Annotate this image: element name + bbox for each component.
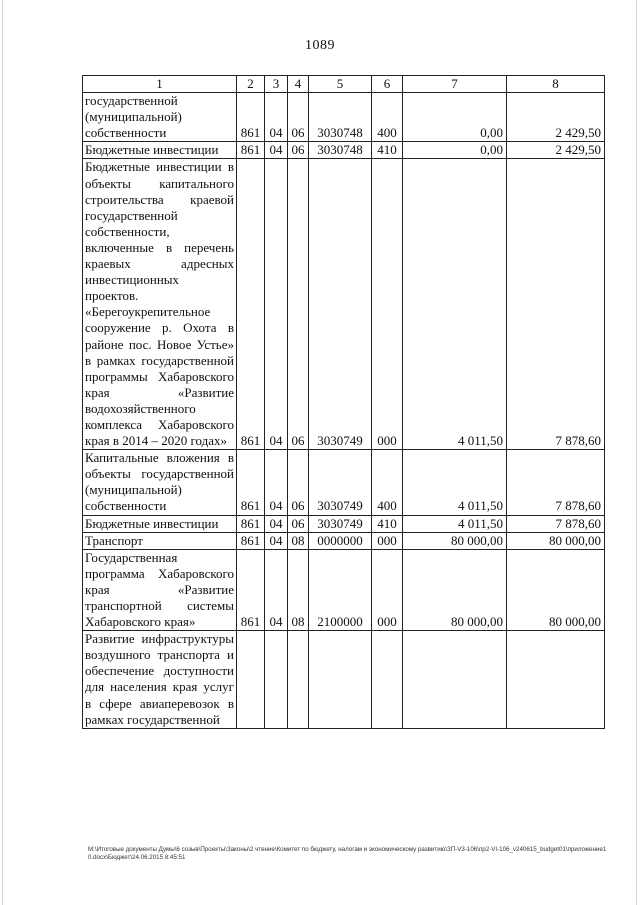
amount-col8	[507, 631, 605, 729]
target-article-code: 0000000	[309, 532, 372, 549]
expense-type-code: 400	[372, 93, 403, 142]
subsection-code: 08	[288, 532, 309, 549]
amount-col7: 0,00	[403, 142, 507, 159]
ministry-code: 861	[237, 159, 265, 450]
item-name: Капитальные вложения в объекты государственной (муниципальной) собственности	[83, 450, 237, 515]
subsection-code: 06	[288, 450, 309, 515]
target-article-code: 3030749	[309, 450, 372, 515]
amount-col7: 4 011,50	[403, 450, 507, 515]
expense-type-code: 400	[372, 450, 403, 515]
column-header: 3	[265, 76, 288, 93]
ministry-code: 861	[237, 515, 265, 532]
file-path-footer: M:\Итоговые документы Думы\6 созыв\Проекты\Законы\2 чтение\Комитет по бюджету, налогам и экономическому развитию\ЗП-V3-106\пр2-VI-106_v240615_budget01\приложение10.docx\Бюджет\24.06.2015 8:45:51	[88, 846, 607, 861]
subsection-code: 06	[288, 142, 309, 159]
item-name: Бюджетные инвестиции	[83, 515, 237, 532]
amount-col8: 7 878,60	[507, 159, 605, 450]
column-header: 4	[288, 76, 309, 93]
subsection-code: 06	[288, 515, 309, 532]
target-article-code: 2100000	[309, 549, 372, 630]
subsection-code: 06	[288, 93, 309, 142]
column-header: 8	[507, 76, 605, 93]
section-code: 04	[265, 549, 288, 630]
target-article-code: 3030748	[309, 142, 372, 159]
table-row	[83, 631, 605, 729]
table-row	[83, 532, 605, 549]
ministry-code: 861	[237, 549, 265, 630]
target-article-code: 3030749	[309, 159, 372, 450]
amount-col7: 4 011,50	[403, 159, 507, 450]
page-number: 1089	[305, 38, 335, 53]
ministry-code: 861	[237, 93, 265, 142]
section-code: 04	[265, 159, 288, 450]
amount-col7	[403, 631, 507, 729]
amount-col7: 4 011,50	[403, 515, 507, 532]
amount-col7: 0,00	[403, 93, 507, 142]
expense-type-code: 410	[372, 515, 403, 532]
subsection-code: 08	[288, 549, 309, 630]
scan-edge-left	[2, 0, 3, 905]
target-article-code	[309, 631, 372, 729]
amount-col7: 80 000,00	[403, 549, 507, 630]
expense-type-code	[372, 631, 403, 729]
amount-col8: 7 878,60	[507, 450, 605, 515]
column-header: 2	[237, 76, 265, 93]
amount-col8: 7 878,60	[507, 515, 605, 532]
table-row	[83, 515, 605, 532]
item-name: Государственная программа Хабаровского края «Развитие транспортной системы Хабаровского края»	[83, 549, 237, 630]
ministry-code: 861	[237, 450, 265, 515]
expense-type-code: 000	[372, 159, 403, 450]
column-header: 1	[83, 76, 237, 93]
section-code: 04	[265, 532, 288, 549]
amount-col7: 80 000,00	[403, 532, 507, 549]
item-name: Транспорт	[83, 532, 237, 549]
column-header: 5	[309, 76, 372, 93]
item-name: Бюджетные инвестиции	[83, 142, 237, 159]
section-code: 04	[265, 450, 288, 515]
table-row	[83, 549, 605, 630]
expense-type-code: 000	[372, 532, 403, 549]
section-code: 04	[265, 93, 288, 142]
section-code: 04	[265, 142, 288, 159]
ministry-code: 861	[237, 532, 265, 549]
amount-col8: 80 000,00	[507, 549, 605, 630]
item-name: Бюджетные инвестиции в объекты капитального строительства краевой государственной собственности, включенные в перечень краевых адресных инвестиционных проектов. «Берегоукрепительное сооружение р. Охота в районе пос. Новое Устье» в рамках государственной программы Хабаровского края «Развитие водохозяйственного комплекса Хабаровского края в 2014 – 2020 годах»	[83, 159, 237, 450]
column-header: 6	[372, 76, 403, 93]
expense-type-code: 000	[372, 549, 403, 630]
ministry-code	[237, 631, 265, 729]
subsection-code	[288, 631, 309, 729]
item-name: государственной (муниципальной) собственности	[83, 93, 237, 142]
ministry-code: 861	[237, 142, 265, 159]
target-article-code: 3030749	[309, 515, 372, 532]
amount-col8: 80 000,00	[507, 532, 605, 549]
section-code	[265, 631, 288, 729]
scan-edge-right	[636, 0, 637, 905]
table-header-row	[83, 76, 605, 93]
column-header: 7	[403, 76, 507, 93]
expense-type-code: 410	[372, 142, 403, 159]
table-row	[83, 159, 605, 450]
amount-col8: 2 429,50	[507, 142, 605, 159]
amount-col8: 2 429,50	[507, 93, 605, 142]
table-row	[83, 450, 605, 515]
item-name: Развитие инфраструктуры воздушного транспорта и обеспечение доступности для населения края услуг в сфере авиаперевозок в рамках государственной	[83, 631, 237, 729]
subsection-code: 06	[288, 159, 309, 450]
budget-table	[82, 75, 605, 729]
target-article-code: 3030748	[309, 93, 372, 142]
table-row	[83, 93, 605, 142]
table-row	[83, 142, 605, 159]
section-code: 04	[265, 515, 288, 532]
